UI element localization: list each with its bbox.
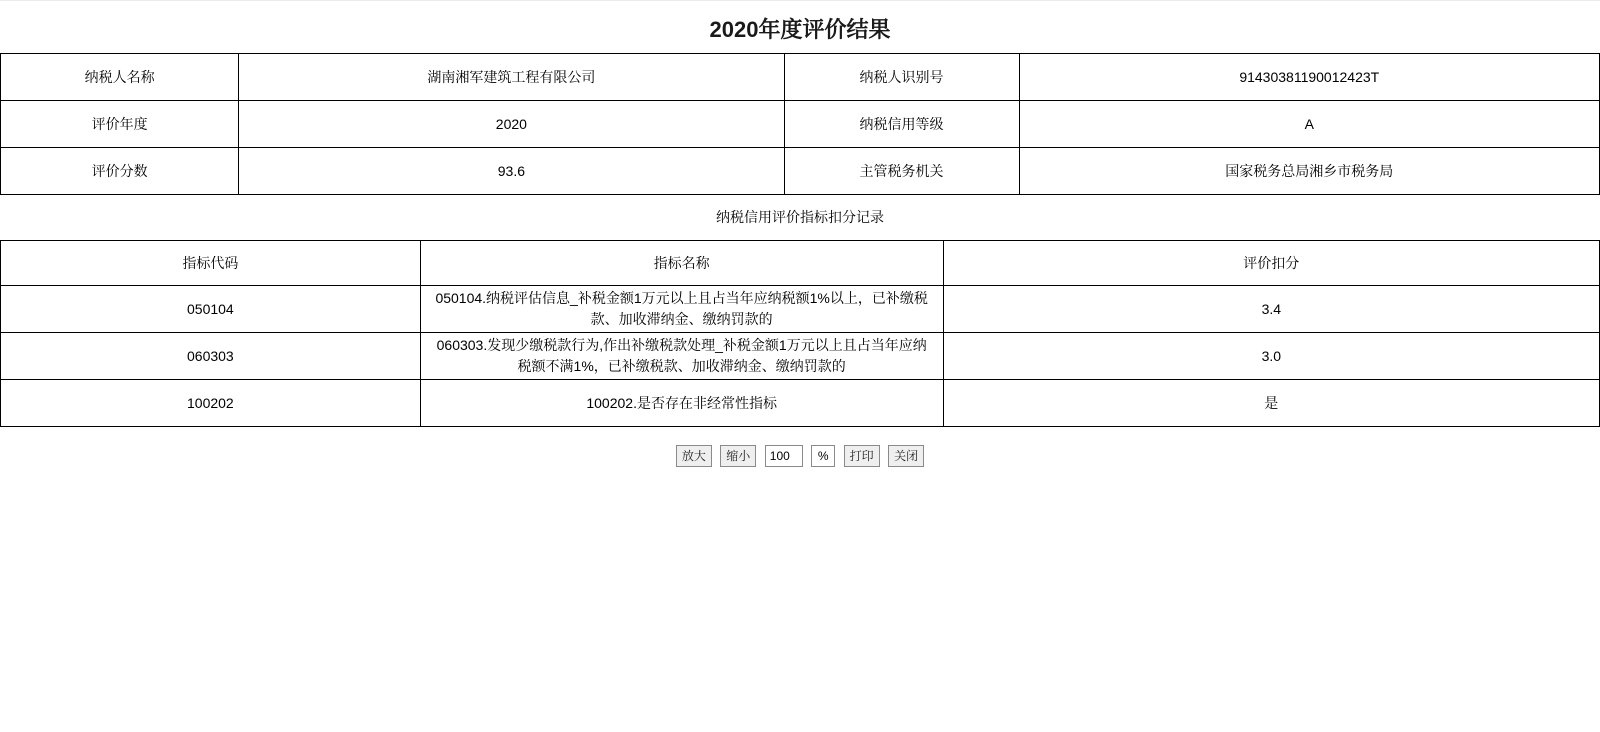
table-row (1, 101, 1600, 148)
table-header-row (1, 241, 1600, 286)
eval-score-value: 93.6 (239, 148, 784, 195)
table-row (1, 148, 1600, 195)
zoom-in-button[interactable]: 放大 (676, 445, 712, 467)
deduction-value-cell: 3.4 (943, 286, 1599, 333)
indicator-code-cell: 050104 (1, 286, 421, 333)
page-title: 2020年度评价结果 (709, 17, 891, 42)
deduction-value-cell: 是 (943, 380, 1599, 427)
tax-authority-value: 国家税务总局湘乡市税务局 (1019, 148, 1599, 195)
deduction-record-table (0, 240, 1600, 427)
eval-year-value: 2020 (239, 101, 784, 148)
indicator-name-cell: 050104.纳税评估信息_补税金额1万元以上且占当年应纳税额1%以上，已补缴税款、加收滞纳金、缴纳罚款的 (420, 286, 943, 333)
table-row (1, 54, 1600, 101)
deduction-section-title: 纳税信用评价指标扣分记录 (716, 209, 884, 225)
taxpayer-name-value: 湖南湘军建筑工程有限公司 (239, 54, 784, 101)
table-row (1, 380, 1600, 427)
taxpayer-id-label: 纳税人识别号 (784, 54, 1019, 101)
zoom-level-input[interactable] (765, 445, 803, 467)
indicator-code-cell: 060303 (1, 333, 421, 380)
indicator-name-cell: 060303.发现少缴税款行为,作出补缴税款处理_补税金额1万元以上且占当年应纳税额不满1%，已补缴税款、加收滞纳金、缴纳罚款的 (420, 333, 943, 380)
credit-rating-label: 纳税信用等级 (784, 101, 1019, 148)
credit-rating-value: A (1019, 101, 1599, 148)
zoom-out-button[interactable]: 缩小 (720, 445, 756, 467)
eval-year-label: 评价年度 (1, 101, 239, 148)
deduction-value-cell: 3.0 (943, 333, 1599, 380)
col-header-indicator-code: 指标代码 (1, 241, 421, 286)
taxpayer-id-value: 91430381190012423T (1019, 54, 1599, 101)
taxpayer-name-label: 纳税人名称 (1, 54, 239, 101)
tax-authority-label: 主管税务机关 (784, 148, 1019, 195)
table-row (1, 333, 1600, 380)
col-header-indicator-name: 指标名称 (420, 241, 943, 286)
print-toolbar (0, 445, 1600, 467)
print-button[interactable]: 打印 (844, 445, 880, 467)
indicator-name-cell: 100202.是否存在非经常性指标 (420, 380, 943, 427)
col-header-deduction: 评价扣分 (943, 241, 1599, 286)
taxpayer-info-table (0, 53, 1600, 195)
close-button[interactable]: 关闭 (888, 445, 924, 467)
indicator-code-cell: 100202 (1, 380, 421, 427)
eval-score-label: 评价分数 (1, 148, 239, 195)
percent-unit-label: % (811, 445, 835, 467)
table-row (1, 286, 1600, 333)
